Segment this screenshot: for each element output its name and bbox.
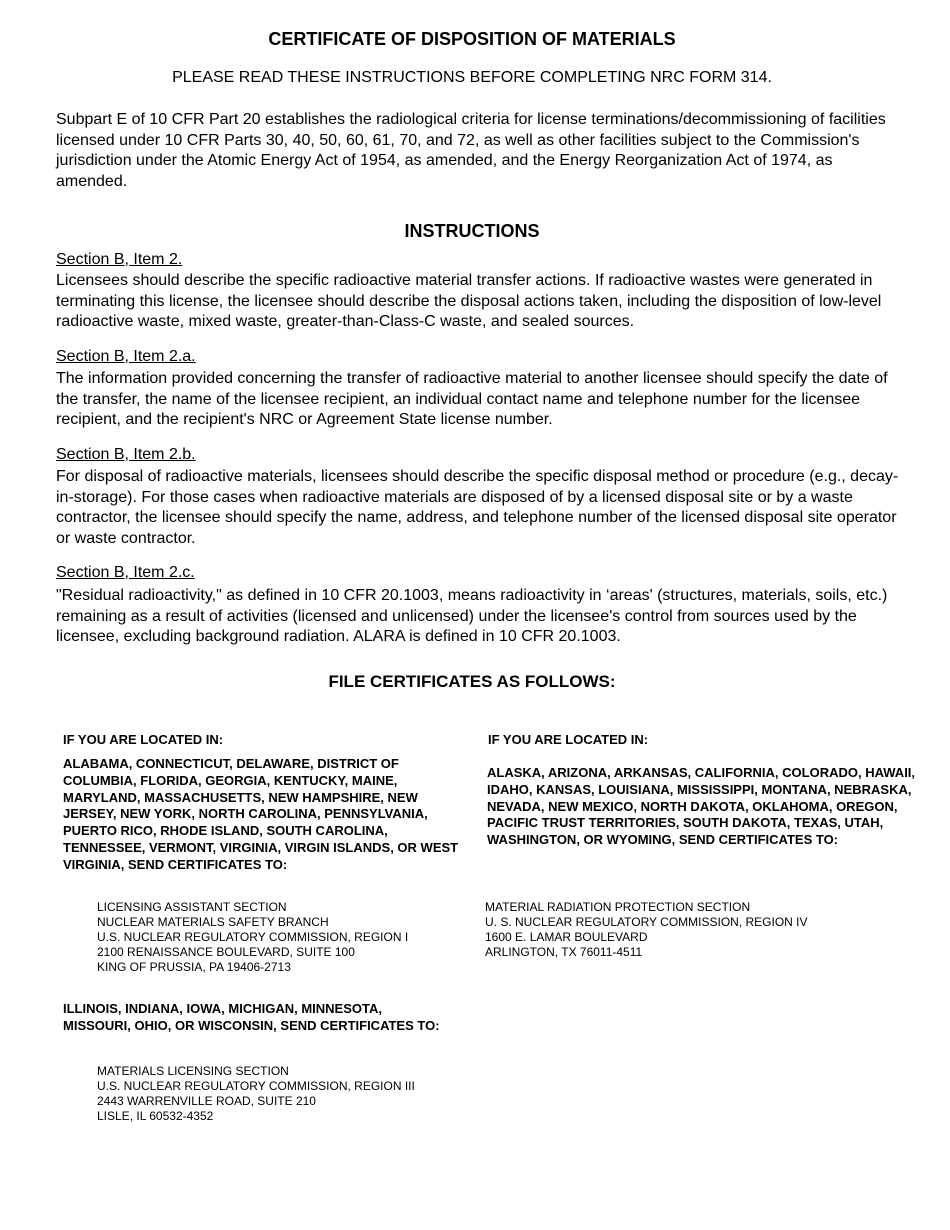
section-b-item-2c-heading: Section B, Item 2.c. (56, 564, 195, 581)
region-4-address-line: ARLINGTON, TX 76011-4511 (485, 945, 643, 960)
region-3-states: ILLINOIS, INDIANA, IOWA, MICHIGAN, MINNESOTA, MISSOURI, OHIO, OR WISCONSIN, SEND CERTIFICATES TO: (63, 1001, 440, 1033)
read-instructions-notice: PLEASE READ THESE INSTRUCTIONS BEFORE COMPLETING NRC FORM 314. (172, 69, 772, 86)
document-title: CERTIFICATE OF DISPOSITION OF MATERIALS (268, 29, 676, 49)
section-b-item-2b-body: For disposal of radioactive materials, licensees should describe the specific disposal method or procedure (e.g., decay-in-storage). For those cases when radioactive materials are disposed of by a licensed disposal site or by a waste contractor, the licensee should specify the name, address, and telephone number of the licensed disposal site operator or waste contractor. (56, 468, 899, 547)
section-b-item-2a-body: The information provided concerning the transfer of radioactive material to another licensee should specify the date of the transfer, the name of the licensee recipient, an individual contact name and telephone number for the licensee recipient, and the recipient's NRC or Agreement State license number. (56, 370, 888, 429)
region-4-address-line: 1600 E. LAMAR BOULEVARD (485, 930, 648, 945)
region-3-address-line: LISLE, IL 60532-4352 (97, 1109, 214, 1124)
region-1-address-line: KING OF PRUSSIA, PA 19406-2713 (97, 960, 291, 975)
file-certificates-heading: FILE CERTIFICATES AS FOLLOWS: (328, 672, 616, 691)
region-1-address-line: 2100 RENAISSANCE BOULEVARD, SUITE 100 (97, 945, 355, 960)
region-3-address-line: 2443 WARRENVILLE ROAD, SUITE 210 (97, 1094, 316, 1109)
region-1-address-line: U.S. NUCLEAR REGULATORY COMMISSION, REGION I (97, 930, 409, 945)
section-b-item-2c-body: "Residual radioactivity," as defined in 10 CFR 20.1003, means radioactivity in ‘areas' (structures, materials, soils, etc.) remaining as a result of activities (licensed and unlicensed) under the licensee's control from sources used by the licensee, excluding background radiation. ALARA is defined in 10 CFR 20.1003. (56, 587, 888, 646)
instructions-heading: INSTRUCTIONS (404, 221, 540, 241)
region-4-states: ALASKA, ARIZONA, ARKANSAS, CALIFORNIA, COLORADO, HAWAII, IDAHO, KANSAS, LOUISIANA, MISSISSIPPI, MONTANA, NEBRASKA, NEVADA, NEW MEXICO, NORTH DAKOTA, OKLAHOMA, OREGON, PACIFIC TRUST TERRITORIES, SOUTH DAKOTA, TEXAS, UTAH, WASHINGTON, OR WYOMING, SEND CERTIFICATES TO: (487, 765, 916, 848)
section-b-item-2b-heading: Section B, Item 2.b. (56, 446, 196, 463)
region-3-address-line: U.S. NUCLEAR REGULATORY COMMISSION, REGION III (97, 1079, 415, 1094)
intro-paragraph: Subpart E of 10 CFR Part 20 establishes the radiological criteria for license terminations/decommissioning of facilities licensed under 10 CFR Parts 30, 40, 50, 60, 61, 70, and 72, as well as other facilities subject to the Commission's jurisdiction under the Atomic Energy Act of 1954, as amended, and the Energy Reorganization Act of 1974, as amended. (56, 111, 886, 190)
section-b-item-2-heading: Section B, Item 2. (56, 251, 183, 268)
region-3-address (97, 1064, 415, 1124)
region-4-address (485, 900, 808, 960)
section-b-item-2a-heading: Section B, Item 2.a. (56, 348, 196, 365)
region-3-address-line: MATERIALS LICENSING SECTION (97, 1064, 289, 1078)
section-b-item-2-body: Licensees should describe the specific radioactive material transfer actions. If radioactive wastes were generated in terminating this license, the licensee should describe the disposal actions taken, including the disposition of low-level radioactive waste, mixed waste, greater-than-Class-C waste, and sealed sources. (56, 272, 882, 331)
region-4-address-line: MATERIAL RADIATION PROTECTION SECTION (485, 900, 751, 914)
region-1-address-line: NUCLEAR MATERIALS SAFETY BRANCH (97, 915, 329, 930)
left-located-in-label: IF YOU ARE LOCATED IN: (63, 732, 224, 747)
region-4-address-line: U. S. NUCLEAR REGULATORY COMMISSION, REGION IV (485, 915, 808, 930)
region-1-address-line: LICENSING ASSISTANT SECTION (97, 900, 287, 914)
region-1-states: ALABAMA, CONNECTICUT, DELAWARE, DISTRICT OF COLUMBIA, FLORIDA, GEORGIA, KENTUCKY, MAINE, MARYLAND, MASSACHUSETTS, NEW HAMPSHIRE, NEW JERSEY, NEW YORK, NORTH CAROLINA, PENNSYLVANIA, PUERTO RICO, RHODE ISLAND, SOUTH CAROLINA, TENNESSEE, VERMONT, VIRGINIA, VIRGIN ISLANDS, OR WEST VIRGINIA, SEND CERTIFICATES TO: (63, 756, 459, 872)
region-1-address (97, 900, 408, 975)
right-located-in-label: IF YOU ARE LOCATED IN: (488, 732, 649, 747)
